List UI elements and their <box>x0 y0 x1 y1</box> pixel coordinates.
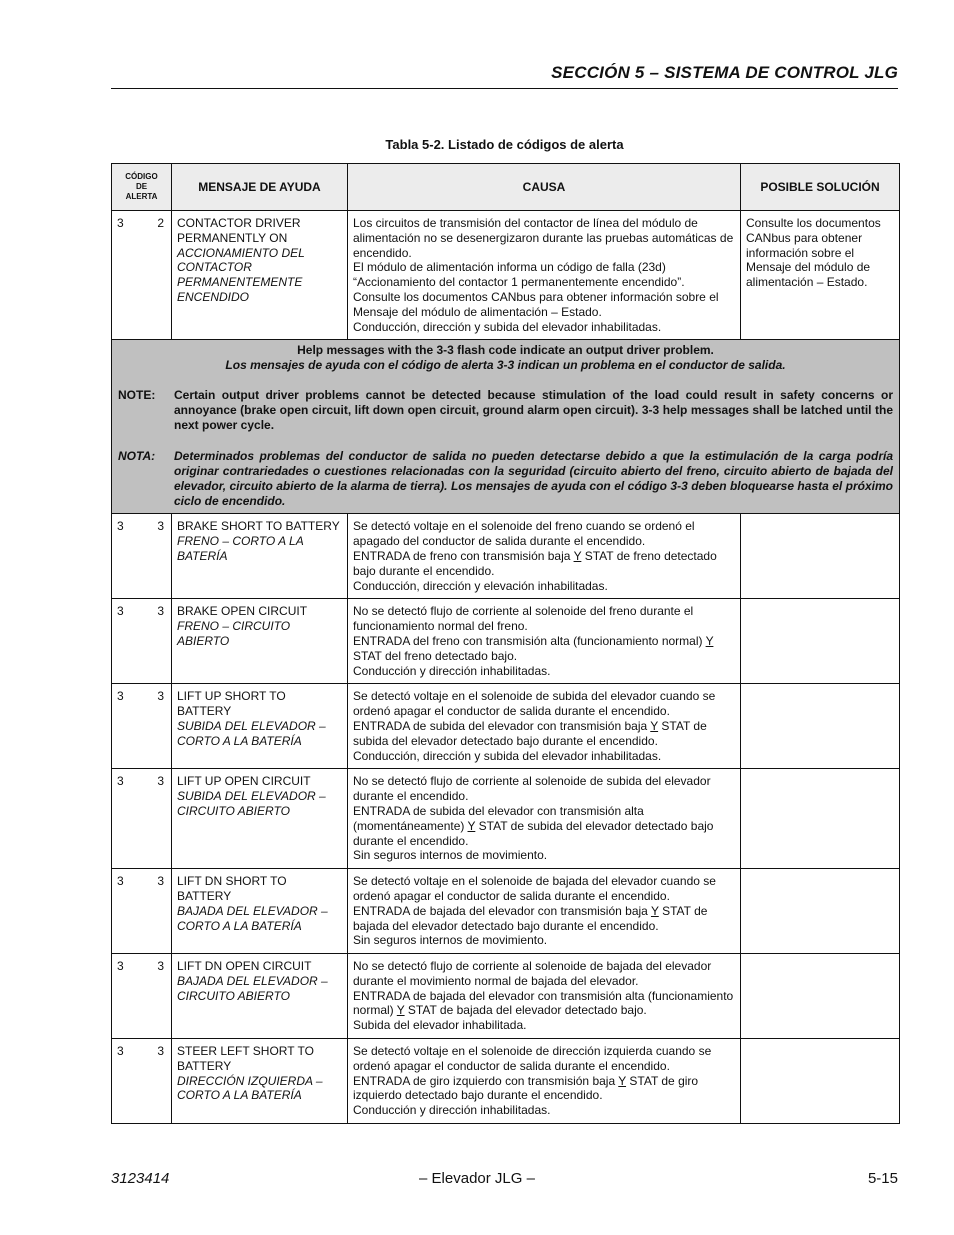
cause-text-part: ENTRADA de giro izquierdo con transmisión baja <box>353 1073 619 1088</box>
help-message-es: SUBIDA DEL ELEVADOR – CIRCUITO ABIERTO <box>177 789 326 818</box>
cause-text-part: STAT del freno detectado bajo. <box>353 648 518 663</box>
help-message-es: DIRECCIÓN IZQUIERDA – CORTO A LA BATERÍA <box>177 1073 323 1103</box>
cause-text-part: STAT de bajada del elevador detectado bajo. <box>404 1003 647 1018</box>
table-header-row <box>112 164 900 211</box>
alert-codes-table <box>111 163 900 1124</box>
help-message-es: FRENO – CORTO A LA BATERÍA <box>177 534 304 563</box>
help-info-row <box>112 340 900 514</box>
cause-cell <box>348 954 741 1039</box>
code-header-line: CÓDIGO <box>125 172 158 181</box>
cause-text <box>353 1074 735 1104</box>
help-message-en: LIFT UP SHORT TO BATTERY <box>177 689 286 719</box>
cause-cell <box>348 211 741 340</box>
cause-text <box>353 719 735 749</box>
cause-text-y: Y <box>705 633 714 648</box>
code-cell <box>112 769 172 869</box>
table-row <box>112 1039 900 1124</box>
cause-cell <box>348 1039 741 1124</box>
help-message-es: PERMANENTEMENTE <box>177 275 303 290</box>
code-digit: 3 <box>117 689 124 704</box>
table-row <box>112 869 900 954</box>
cause-text: No se detectó flujo de corriente al solenoide de subida del elevador durante el encendido. <box>353 774 711 804</box>
cause-cell <box>348 514 741 599</box>
code-cell <box>112 1039 172 1124</box>
cause-text-part: ENTRADA de subida del elevador con transmisión baja <box>353 718 651 733</box>
solution-cell <box>741 211 900 340</box>
cause-cell <box>348 599 741 684</box>
column-header-solution: POSIBLE SOLUCIÓN <box>741 164 900 211</box>
cause-text-part: STAT de subida del elevador detectado bajo durante el encendido. <box>353 818 714 848</box>
help-message-en: PERMANENTLY ON <box>177 230 288 245</box>
table-row <box>112 954 900 1039</box>
doc-number: 3123414 <box>111 1170 170 1187</box>
cause-text: Se detectó voltaje en el solenoide de bajada del elevador cuando se ordenó apagar el conductor de salida durante el encendido. <box>353 874 716 903</box>
help-info-en: Help messages with the 3-3 flash code indicate an output driver problem. <box>297 343 714 358</box>
solution-cell <box>741 684 900 769</box>
header-rule <box>111 88 898 89</box>
cause-text: Conducción, dirección y subida del elevador inhabilitadas. <box>353 319 662 334</box>
help-info-cell <box>112 340 900 514</box>
cause-text: Conducción y dirección inhabilitadas. <box>353 1103 551 1118</box>
help-message-en: BRAKE SHORT TO BATTERY <box>177 519 340 534</box>
solution-cell <box>741 954 900 1039</box>
cause-text: Los circuitos de transmisión del contactor de línea del módulo de alimentación no se desenergizaron durante las pruebas automáticas de encendido. <box>353 216 734 260</box>
cause-text <box>353 549 735 579</box>
column-header-help-message: MENSAJE DE AYUDA <box>172 164 348 211</box>
help-message-en: LIFT DN OPEN CIRCUIT <box>177 959 312 974</box>
code-header-line: DE <box>135 182 148 191</box>
cause-text: Conducción y dirección inhabilitadas. <box>353 663 551 678</box>
help-message-es: BAJADA DEL ELEVADOR – CORTO A LA BATERÍA <box>177 903 328 933</box>
code-digit: 3 <box>157 519 164 534</box>
cause-text <box>353 904 735 934</box>
cause-text-part: ENTRADA del freno con transmisión alta (funcionamiento normal) <box>353 633 706 648</box>
cause-text-y: Y <box>650 718 659 733</box>
code-digit: 3 <box>117 216 124 230</box>
code-digit: 3 <box>117 874 124 889</box>
help-message-es: BAJADA DEL ELEVADOR – CIRCUITO ABIERTO <box>177 973 328 1003</box>
cause-text-y: Y <box>573 548 582 563</box>
help-message-cell <box>172 684 348 769</box>
nota-label: NOTA: <box>118 449 156 464</box>
solution-cell <box>741 869 900 954</box>
column-header-code <box>112 164 172 211</box>
code-cell <box>112 599 172 684</box>
cause-text: Conducción, dirección y elevación inhabilitadas. <box>353 578 608 593</box>
note-en <box>118 388 893 433</box>
solution-cell <box>741 769 900 869</box>
cause-text <box>353 989 735 1019</box>
table-row <box>112 769 900 869</box>
note-text: Certain output driver problems cannot be detected because stimulation of the load could result in safety concerns or annoyance (brake open circuit, lift down open circuit, ground alarm open circuit). 3-3 help messages shall be latched until the next power cycle. <box>174 388 893 433</box>
code-digit: 3 <box>157 604 164 619</box>
cause-cell <box>348 869 741 954</box>
cause-text-y: Y <box>650 903 659 918</box>
cause-cell <box>348 769 741 869</box>
code-digit: 3 <box>157 689 164 704</box>
help-message-cell <box>172 769 348 869</box>
cause-text: Sin seguros internos de movimiento. <box>353 933 548 948</box>
help-message-cell <box>172 869 348 954</box>
code-digit: 3 <box>117 959 124 974</box>
note-label: NOTE: <box>118 388 156 403</box>
cause-text: Conducción, dirección y subida del elevador inhabilitadas. <box>353 748 662 763</box>
table-title: Tabla 5-2. Listado de códigos de alerta <box>385 137 624 152</box>
cause-text: No se detectó flujo de corriente al solenoide del freno durante el funcionamiento normal del freno. <box>353 604 694 634</box>
table-row <box>112 514 900 599</box>
code-digit: 3 <box>157 874 164 889</box>
solution-cell <box>741 1039 900 1124</box>
cause-text <box>353 804 735 848</box>
help-message-cell <box>172 211 348 340</box>
help-message-cell <box>172 514 348 599</box>
note-es <box>118 449 893 509</box>
help-message-en: LIFT UP OPEN CIRCUIT <box>177 774 311 789</box>
help-message-cell <box>172 1039 348 1124</box>
cause-text: Sin seguros internos de movimiento. <box>353 848 548 863</box>
code-digit: 2 <box>157 216 164 230</box>
solution-text: Consulte los documentos CANbus para obtener información sobre el Mensaje del módulo de alimentación – Estado. <box>746 216 881 290</box>
code-cell <box>112 954 172 1039</box>
code-digit: 3 <box>157 1044 164 1059</box>
section-title: SECCIÓN 5 – SISTEMA DE CONTROL JLG <box>551 63 898 82</box>
help-message-en: CONTACTOR DRIVER <box>177 216 301 230</box>
footer-title: – Elevador JLG – <box>419 1170 535 1187</box>
nota-text: Determinados problemas del conductor de salida no pueden detectarse debido a que la estimulación de la carga podría originar contrariedades o cuestiones relacionadas con la seguridad (circuito abierto del freno, circuito abierto de bajada del elevador, circuito abierto de la alarma de tierra). Los mensajes de ayuda con el código 3-3 deben bloquearse hasta el próximo ciclo de encendido. <box>174 449 893 509</box>
help-info-es: Los mensajes de ayuda con el código de alerta 3-3 indican un problema en el conductor de salida. <box>225 358 786 373</box>
cause-text-y: Y <box>467 818 476 833</box>
help-message-cell <box>172 954 348 1039</box>
cause-text-y: Y <box>618 1073 627 1088</box>
help-message-es: CONTACTOR <box>177 260 252 275</box>
help-message-en: LIFT DN SHORT TO BATTERY <box>177 874 287 903</box>
cause-text: No se detectó flujo de corriente al solenoide de bajada del elevador durante el movimiento normal de bajada del elevador. <box>353 959 712 988</box>
solution-cell <box>741 514 900 599</box>
code-header-line: ALERTA <box>125 192 158 201</box>
cause-text: Subida del elevador inhabilitada. <box>353 1018 527 1033</box>
cause-text: Se detectó voltaje en el solenoide del freno cuando se ordenó el apagado del conductor de salida durante el encendido. <box>353 519 695 549</box>
cause-text: Se detectó voltaje en el solenoide de subida del elevador cuando se ordenó apagar el conductor de salida durante el encendido. <box>353 689 716 719</box>
code-digit: 3 <box>157 774 164 789</box>
help-message-en: BRAKE OPEN CIRCUIT <box>177 604 308 619</box>
table-row <box>112 211 900 340</box>
help-message-es: ACCIONAMIENTO DEL <box>177 245 305 260</box>
column-header-cause: CAUSA <box>348 164 741 211</box>
cause-text: Se detectó voltaje en el solenoide de dirección izquierda cuando se ordenó apagar el conductor de salida durante el encendido. <box>353 1044 712 1073</box>
cause-text-y: Y <box>396 1003 405 1018</box>
help-message-es: SUBIDA DEL ELEVADOR – CORTO A LA BATERÍA <box>177 718 326 748</box>
cause-text-part: STAT de bajada del elevador detectado bajo durante el encendido. <box>353 903 708 933</box>
table-row <box>112 684 900 769</box>
code-digit: 3 <box>117 1044 124 1059</box>
cause-text-part: STAT de giro izquierdo detectado bajo durante el encendido. <box>353 1073 699 1103</box>
cause-text-part: ENTRADA de bajada del elevador con transmisión alta (funcionamiento normal) <box>353 988 734 1018</box>
code-digit: 3 <box>117 519 124 534</box>
code-cell <box>112 684 172 769</box>
cause-text-part: STAT de subida del elevador detectado bajo durante el encendido. <box>353 718 707 748</box>
help-message-en: STEER LEFT SHORT TO BATTERY <box>177 1044 314 1073</box>
solution-cell <box>741 599 900 684</box>
cause-cell <box>348 684 741 769</box>
code-digit: 3 <box>157 959 164 974</box>
help-message-cell <box>172 599 348 684</box>
code-cell <box>112 869 172 954</box>
code-digit: 3 <box>117 774 124 789</box>
help-message-es: ENCENDIDO <box>177 289 250 304</box>
code-cell <box>112 514 172 599</box>
cause-text <box>353 634 735 664</box>
code-cell <box>112 211 172 340</box>
cause-text: El módulo de alimentación informa un código de falla (23d) “Accionamiento del contactor 1 permanentemente encendido”. Consulte los documentos CANbus para obtener información sobre el Mensaje del módulo de alimentación – Estado. <box>353 260 719 319</box>
help-message-es: FRENO – CIRCUITO ABIERTO <box>177 619 291 648</box>
cause-text-part: ENTRADA de bajada del elevador con transmisión baja <box>353 903 651 918</box>
code-digit: 3 <box>117 604 124 619</box>
cause-text-part: ENTRADA de freno con transmisión baja <box>353 548 574 563</box>
page-number: 5-15 <box>867 1170 898 1187</box>
cause-text-part: STAT de freno detectado bajo durante el encendido. <box>353 548 717 578</box>
cause-text-part: ENTRADA de subida del elevador con transmisión alta (momentáneamente) <box>353 803 644 833</box>
table-row <box>112 599 900 684</box>
